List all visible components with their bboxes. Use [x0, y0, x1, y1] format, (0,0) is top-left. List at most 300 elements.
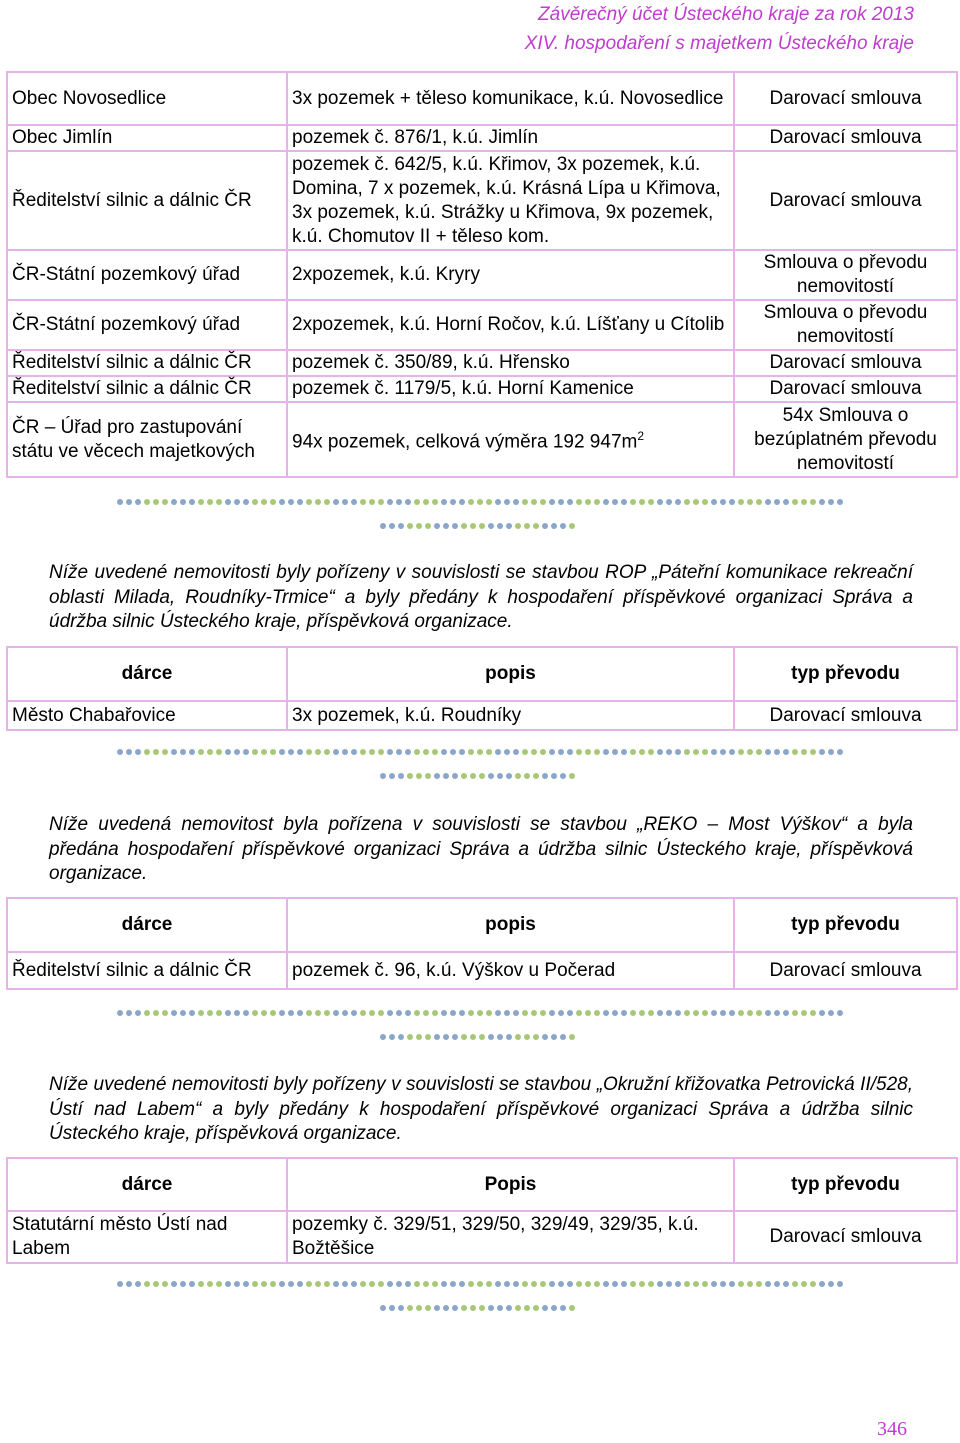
divider-dot: [126, 1281, 132, 1287]
divider-dot: [279, 499, 285, 505]
divider-dot: [398, 523, 404, 529]
divider-dot: [126, 749, 132, 755]
divider-dot: [252, 499, 258, 505]
divider-dot: [666, 499, 672, 505]
divider-dot: [720, 749, 726, 755]
divider-dot: [459, 1010, 465, 1016]
divider-dot: [828, 499, 834, 505]
divider-dot: [333, 1010, 339, 1016]
divider-dot: [524, 523, 530, 529]
cell-popis: 3x pozemek + těleso komunikace, k.ú. Novosedlice: [287, 72, 734, 125]
divider-dot: [729, 1281, 735, 1287]
divider-dot: [432, 749, 438, 755]
divider-dot: [425, 523, 431, 529]
divider-dot: [558, 1281, 564, 1287]
dot-row-lower: [380, 1034, 575, 1040]
divider-dot: [407, 1034, 413, 1040]
divider-dot: [432, 499, 438, 505]
table-header-row: [7, 647, 957, 701]
divider-dot: [488, 523, 494, 529]
divider-dot: [515, 1305, 521, 1311]
divider-dot: [594, 1010, 600, 1016]
divider-dot: [702, 749, 708, 755]
divider-dot: [405, 1010, 411, 1016]
divider-dot: [414, 1281, 420, 1287]
divider-dot: [801, 1281, 807, 1287]
divider-dot: [738, 499, 744, 505]
donations-table-4: [6, 1157, 958, 1264]
dot-divider: [0, 1003, 960, 1051]
divider-dot: [450, 1281, 456, 1287]
divider-dot: [675, 749, 681, 755]
divider-dot: [684, 499, 690, 505]
divider-dot: [369, 499, 375, 505]
divider-dot: [380, 523, 386, 529]
divider-dot: [497, 773, 503, 779]
divider-dot: [558, 1010, 564, 1016]
divider-dot: [225, 749, 231, 755]
divider-dot: [414, 1010, 420, 1016]
divider-dot: [162, 499, 168, 505]
divider-dot: [549, 1281, 555, 1287]
divider-dot: [378, 1010, 384, 1016]
cell-popis: pozemek č. 350/89, k.ú. Hřensko: [287, 350, 734, 376]
cell-darce: Ředitelství silnic a dálnic ČR: [7, 350, 287, 376]
divider-dot: [531, 1010, 537, 1016]
cell-typ: Darovací smlouva: [734, 151, 957, 250]
divider-dot: [389, 773, 395, 779]
divider-dot: [198, 1010, 204, 1016]
divider-dot: [837, 1010, 843, 1016]
divider-dot: [621, 1010, 627, 1016]
divider-dot: [639, 1010, 645, 1016]
divider-dot: [342, 499, 348, 505]
divider-dot: [567, 1281, 573, 1287]
divider-dot: [569, 1305, 575, 1311]
divider-dot: [522, 499, 528, 505]
divider-dot: [423, 749, 429, 755]
divider-dot: [135, 749, 141, 755]
cell-typ: Darovací smlouva: [734, 1211, 957, 1263]
divider-dot: [477, 1010, 483, 1016]
divider-dot: [315, 1010, 321, 1016]
divider-dot: [477, 749, 483, 755]
divider-dot: [470, 773, 476, 779]
divider-dot: [387, 749, 393, 755]
divider-dot: [252, 1281, 258, 1287]
divider-dot: [369, 749, 375, 755]
divider-dot: [612, 749, 618, 755]
divider-dot: [234, 499, 240, 505]
divider-dot: [378, 1281, 384, 1287]
divider-dot: [470, 523, 476, 529]
divider-dot: [774, 1010, 780, 1016]
cell-popis: pozemek č. 96, k.ú. Výškov u Počerad: [287, 952, 734, 989]
divider-dot: [630, 1281, 636, 1287]
cell-darce: Obec Jimlín: [7, 125, 287, 151]
divider-dot: [461, 523, 467, 529]
table-row: [7, 701, 957, 730]
divider-dot: [810, 1010, 816, 1016]
divider-dot: [542, 1034, 548, 1040]
divider-dot: [477, 499, 483, 505]
divider-dot: [819, 1010, 825, 1016]
divider-dot: [486, 749, 492, 755]
divider-dot: [434, 523, 440, 529]
divider-dot: [189, 749, 195, 755]
divider-dot: [747, 1281, 753, 1287]
divider-dot: [153, 499, 159, 505]
divider-dot: [774, 1281, 780, 1287]
divider-dot: [441, 749, 447, 755]
divider-dot: [792, 749, 798, 755]
divider-dot: [225, 1010, 231, 1016]
cell-typ: 54x Smlouva o bezúplatném převodu nemovitostí: [734, 402, 957, 477]
divider-dot: [387, 499, 393, 505]
divider-dot: [216, 1281, 222, 1287]
divider-dot: [479, 523, 485, 529]
divider-dot: [495, 1281, 501, 1287]
divider-dot: [711, 1281, 717, 1287]
header-popis: popis: [287, 647, 734, 701]
divider-dot: [594, 749, 600, 755]
divider-dot: [180, 749, 186, 755]
header-typ: typ převodu: [734, 898, 957, 952]
divider-dot: [567, 749, 573, 755]
divider-dot: [117, 1010, 123, 1016]
divider-dot: [675, 1010, 681, 1016]
divider-dot: [288, 499, 294, 505]
divider-dot: [783, 499, 789, 505]
divider-dot: [603, 1010, 609, 1016]
divider-dot: [560, 1305, 566, 1311]
divider-dot: [486, 1281, 492, 1287]
divider-dot: [542, 523, 548, 529]
divider-dot: [360, 1010, 366, 1016]
divider-dot: [470, 1305, 476, 1311]
divider-dot: [189, 1010, 195, 1016]
divider-dot: [270, 1281, 276, 1287]
divider-dot: [425, 1305, 431, 1311]
divider-dot: [675, 1281, 681, 1287]
donations-table-1: [6, 71, 958, 478]
popis-text: 94x pozemek, celková výměra 192 947m: [292, 431, 638, 453]
cell-typ: Darovací smlouva: [734, 125, 957, 151]
divider-dot: [416, 1034, 422, 1040]
table-row: [7, 151, 957, 250]
dot-row-lower: [380, 773, 575, 779]
divider-dot: [389, 1305, 395, 1311]
divider-dot: [144, 749, 150, 755]
divider-dot: [407, 523, 413, 529]
divider-dot: [585, 749, 591, 755]
dot-row-upper: [117, 749, 843, 755]
divider-dot: [171, 1010, 177, 1016]
divider-dot: [443, 1305, 449, 1311]
dot-divider: [0, 742, 960, 790]
divider-dot: [594, 499, 600, 505]
divider-dot: [234, 1010, 240, 1016]
divider-dot: [612, 1281, 618, 1287]
divider-dot: [207, 499, 213, 505]
divider-dot: [648, 749, 654, 755]
divider-dot: [243, 1281, 249, 1287]
divider-dot: [459, 1281, 465, 1287]
divider-dot: [117, 499, 123, 505]
divider-dot: [515, 523, 521, 529]
divider-dot: [225, 1281, 231, 1287]
divider-dot: [423, 1281, 429, 1287]
divider-dot: [551, 1034, 557, 1040]
divider-dot: [828, 749, 834, 755]
divider-dot: [531, 499, 537, 505]
cell-popis: pozemek č. 876/1, k.ú. Jimlín: [287, 125, 734, 151]
divider-dot: [585, 1281, 591, 1287]
divider-dot: [542, 1305, 548, 1311]
divider-dot: [549, 749, 555, 755]
header-chapter: XIV. hospodaření s majetkem Ústeckého kraje: [524, 33, 914, 54]
table-row: [7, 72, 957, 125]
divider-dot: [468, 1281, 474, 1287]
divider-dot: [452, 1305, 458, 1311]
divider-dot: [135, 1010, 141, 1016]
divider-dot: [533, 1305, 539, 1311]
table-header-row: [7, 898, 957, 952]
cell-typ: Darovací smlouva: [734, 350, 957, 376]
divider-dot: [389, 523, 395, 529]
divider-dot: [432, 1281, 438, 1287]
divider-dot: [315, 749, 321, 755]
divider-dot: [306, 499, 312, 505]
divider-dot: [243, 1010, 249, 1016]
divider-dot: [450, 749, 456, 755]
divider-dot: [551, 523, 557, 529]
divider-dot: [720, 499, 726, 505]
divider-dot: [351, 1281, 357, 1287]
divider-dot: [144, 1010, 150, 1016]
table-row: [7, 350, 957, 376]
divider-dot: [261, 1281, 267, 1287]
divider-dot: [792, 1281, 798, 1287]
divider-dot: [639, 499, 645, 505]
divider-dot: [189, 499, 195, 505]
dot-row-lower: [380, 523, 575, 529]
divider-dot: [279, 749, 285, 755]
divider-dot: [407, 773, 413, 779]
divider-dot: [783, 1281, 789, 1287]
divider-dot: [162, 1281, 168, 1287]
divider-dot: [468, 1010, 474, 1016]
divider-dot: [756, 1010, 762, 1016]
divider-dot: [648, 1281, 654, 1287]
divider-dot: [497, 523, 503, 529]
divider-dot: [468, 499, 474, 505]
divider-dot: [144, 499, 150, 505]
divider-dot: [711, 749, 717, 755]
divider-dot: [216, 1010, 222, 1016]
divider-dot: [297, 749, 303, 755]
divider-dot: [837, 749, 843, 755]
divider-dot: [216, 749, 222, 755]
header-darce: dárce: [7, 898, 287, 952]
cell-popis: 3x pozemek, k.ú. Roudníky: [287, 701, 734, 730]
cell-popis: 2xpozemek, k.ú. Horní Ročov, k.ú. Líšťany u Cítolib: [287, 300, 734, 350]
paragraph-rop: Níže uvedené nemovitosti byly pořízeny v souvislosti se stavbou ROP „Páteřní komunikace rekreační oblasti Milada, Roudníky-Trmice“ a byly předány k hospodaření příspěvkové organizaci Správa a údržba silnic Ústeckého kraje, příspěvková organizace.: [49, 562, 913, 632]
divider-dot: [551, 773, 557, 779]
divider-dot: [333, 499, 339, 505]
divider-dot: [765, 1010, 771, 1016]
divider-dot: [443, 773, 449, 779]
divider-dot: [434, 1034, 440, 1040]
divider-dot: [738, 1010, 744, 1016]
divider-dot: [243, 499, 249, 505]
divider-dot: [693, 1281, 699, 1287]
divider-dot: [621, 749, 627, 755]
divider-dot: [515, 773, 521, 779]
divider-dot: [711, 1010, 717, 1016]
divider-dot: [819, 499, 825, 505]
header-popis: Popis: [287, 1158, 734, 1211]
divider-dot: [612, 1010, 618, 1016]
dot-row-lower: [380, 1305, 575, 1311]
divider-dot: [324, 1010, 330, 1016]
header-typ: typ převodu: [734, 647, 957, 701]
divider-dot: [747, 1010, 753, 1016]
divider-dot: [738, 1281, 744, 1287]
divider-dot: [342, 749, 348, 755]
divider-dot: [497, 1034, 503, 1040]
dot-divider: [0, 1274, 960, 1322]
divider-dot: [792, 1010, 798, 1016]
divider-dot: [378, 499, 384, 505]
divider-dot: [270, 499, 276, 505]
divider-dot: [414, 499, 420, 505]
divider-dot: [513, 1010, 519, 1016]
divider-dot: [801, 749, 807, 755]
divider-dot: [810, 1281, 816, 1287]
divider-dot: [351, 749, 357, 755]
divider-dot: [506, 1305, 512, 1311]
divider-dot: [198, 749, 204, 755]
divider-dot: [477, 1281, 483, 1287]
divider-dot: [470, 1034, 476, 1040]
divider-dot: [540, 499, 546, 505]
divider-dot: [378, 749, 384, 755]
divider-dot: [432, 1010, 438, 1016]
divider-dot: [459, 499, 465, 505]
divider-dot: [450, 1010, 456, 1016]
divider-dot: [648, 499, 654, 505]
divider-dot: [126, 1010, 132, 1016]
donations-table-3: [6, 897, 958, 990]
divider-dot: [486, 499, 492, 505]
divider-dot: [234, 1281, 240, 1287]
cell-darce: ČR – Úřad pro zastupování státu ve věcech majetkových: [7, 402, 287, 477]
dot-row-upper: [117, 499, 843, 505]
divider-dot: [162, 749, 168, 755]
divider-dot: [783, 1010, 789, 1016]
cell-popis: pozemky č. 329/51, 329/50, 329/49, 329/35, k.ú. Božtěšice: [287, 1211, 734, 1263]
divider-dot: [380, 773, 386, 779]
divider-dot: [702, 499, 708, 505]
cell-darce: Statutární město Ústí nad Labem: [7, 1211, 287, 1263]
divider-dot: [702, 1281, 708, 1287]
divider-dot: [576, 749, 582, 755]
divider-dot: [585, 499, 591, 505]
divider-dot: [765, 499, 771, 505]
divider-dot: [693, 499, 699, 505]
divider-dot: [342, 1281, 348, 1287]
divider-dot: [810, 749, 816, 755]
cell-darce: ČR-Státní pozemkový úřad: [7, 300, 287, 350]
divider-dot: [288, 1281, 294, 1287]
divider-dot: [603, 1281, 609, 1287]
divider-dot: [297, 1281, 303, 1287]
divider-dot: [387, 1010, 393, 1016]
divider-dot: [810, 499, 816, 505]
divider-dot: [569, 1034, 575, 1040]
header-typ: typ převodu: [734, 1158, 957, 1211]
divider-dot: [684, 749, 690, 755]
divider-dot: [495, 749, 501, 755]
divider-dot: [774, 499, 780, 505]
cell-typ: Darovací smlouva: [734, 952, 957, 989]
divider-dot: [657, 1010, 663, 1016]
divider-dot: [180, 499, 186, 505]
divider-dot: [216, 499, 222, 505]
divider-dot: [524, 1305, 530, 1311]
divider-dot: [144, 1281, 150, 1287]
divider-dot: [279, 1281, 285, 1287]
divider-dot: [506, 773, 512, 779]
divider-dot: [488, 773, 494, 779]
divider-dot: [524, 1034, 530, 1040]
header-darce: dárce: [7, 1158, 287, 1211]
divider-dot: [398, 1034, 404, 1040]
donations-table-2: [6, 646, 958, 731]
divider-dot: [452, 1034, 458, 1040]
divider-dot: [567, 499, 573, 505]
divider-dot: [416, 523, 422, 529]
divider-dot: [522, 749, 528, 755]
divider-dot: [542, 773, 548, 779]
divider-dot: [297, 499, 303, 505]
divider-dot: [443, 523, 449, 529]
divider-dot: [162, 1010, 168, 1016]
divider-dot: [657, 1281, 663, 1287]
divider-dot: [551, 1305, 557, 1311]
divider-dot: [324, 499, 330, 505]
divider-dot: [315, 1281, 321, 1287]
divider-dot: [515, 1034, 521, 1040]
divider-dot: [729, 1010, 735, 1016]
divider-dot: [261, 749, 267, 755]
divider-dot: [657, 749, 663, 755]
divider-dot: [513, 499, 519, 505]
divider-dot: [243, 749, 249, 755]
divider-dot: [396, 1281, 402, 1287]
dot-divider: [0, 492, 960, 540]
dot-row-upper: [117, 1010, 843, 1016]
divider-dot: [135, 1281, 141, 1287]
divider-dot: [488, 1305, 494, 1311]
divider-dot: [398, 773, 404, 779]
divider-dot: [126, 499, 132, 505]
divider-dot: [756, 499, 762, 505]
dot-row-upper: [117, 1281, 843, 1287]
cell-typ: Darovací smlouva: [734, 701, 957, 730]
divider-dot: [405, 499, 411, 505]
